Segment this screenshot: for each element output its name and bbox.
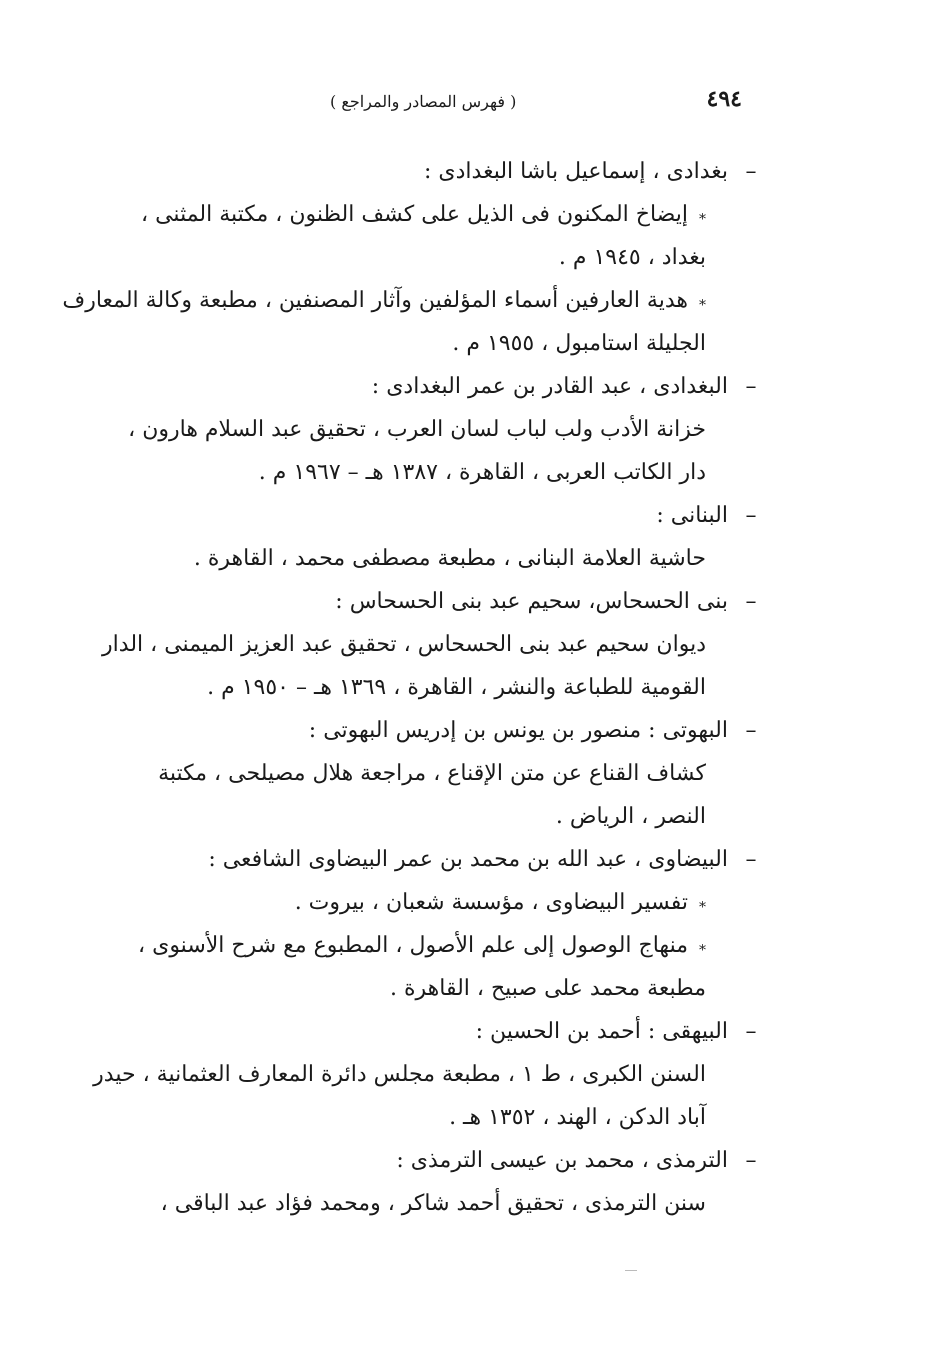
entry-heading-text: بنى الحسحاس، سحيم عبد بنى الحسحاس : — [335, 589, 728, 614]
entry-heading — [112, 365, 762, 408]
dash-marker: – — [745, 1019, 757, 1044]
entry-line — [112, 924, 706, 967]
entry-text: إيضاخ المكنون فى الذيل على كشف الظنون ، مكتبة المثنى ، — [141, 202, 688, 227]
entry-text: كشاف القناع عن متن الإقناع ، مراجعة هلال مصيلحى ، مكتبة — [158, 761, 706, 786]
entry-line — [62, 279, 706, 322]
entry-text: سنن الترمذى ، تحقيق أحمد شاكر ، ومحمد فؤاد عبد الباقى ، — [160, 1191, 706, 1216]
dash-marker: – — [745, 1148, 757, 1173]
entry-line — [112, 236, 706, 279]
entry-line — [112, 408, 706, 451]
entry-line — [112, 967, 706, 1010]
entry-heading — [112, 580, 762, 623]
entry-heading-text: بغدادى ، إسماعيل باشا البغدادى : — [424, 159, 728, 184]
asterisk-marker: ⁎ — [699, 894, 706, 911]
asterisk-marker: ⁎ — [699, 292, 706, 309]
entry-text: بغداد ، ١٩٤٥ م . — [558, 245, 706, 270]
entry-text: دار الكاتب العربى ، القاهرة ، ١٣٨٧ هـ – ١٩٦٧ م . — [258, 460, 706, 485]
dash-marker: – — [745, 718, 757, 743]
entry-heading — [112, 150, 762, 193]
entry-heading — [112, 1139, 762, 1182]
entry-text: حاشية العلامة البنانى ، مطبعة مصطفى محمد ، القاهرة . — [193, 546, 706, 571]
entry-text: السنن الكبرى ، ط ١ ، مطبعة مجلس دائرة المعارف العثمانية ، حيدر — [93, 1062, 706, 1087]
entry-text: مطبعة محمد على صبيح ، القاهرة . — [389, 976, 706, 1001]
entry-text: النصر ، الرياض . — [555, 804, 706, 829]
entry-text: آباد الدكن ، الهند ، ١٣٥٢ هـ . — [449, 1105, 706, 1130]
entry-text: هدية العارفين أسماء المؤلفين وآثار المصنفين ، مطبعة وكالة المعارف — [62, 288, 688, 313]
running-title: ( فهرس المصادر والمراجع ) — [330, 92, 517, 111]
entry-line — [112, 451, 706, 494]
entry-text: الجليلة استامبول ، ١٩٥٥ م . — [452, 331, 706, 356]
footer-mark — [625, 1270, 637, 1271]
entry-line — [112, 752, 706, 795]
entry-heading-text: البنانى : — [656, 503, 728, 528]
entry-line — [112, 1096, 706, 1139]
entry-line — [112, 795, 706, 838]
bibliography-list — [62, 150, 762, 1225]
dash-marker: – — [745, 159, 757, 184]
entry-heading — [112, 494, 762, 537]
entry-line — [102, 623, 706, 666]
entry-line — [93, 1053, 706, 1096]
entry-heading-text: الترمذى ، محمد بن عيسى الترمذى : — [396, 1148, 728, 1173]
entry-text: ديوان سحيم عبد بنى الحسحاس ، تحقيق عبد العزيز الميمنى ، الدار — [102, 632, 706, 657]
page-number: ٤٩٤ — [706, 86, 742, 112]
entry-heading-text: البغدادى ، عبد القادر بن عمر البغدادى : — [371, 374, 728, 399]
entry-line — [112, 193, 706, 236]
dash-marker: – — [745, 503, 757, 528]
entry-heading — [112, 1010, 762, 1053]
entry-heading — [112, 709, 762, 752]
entry-heading-text: البهوتى : منصور بن يونس بن إدريس البهوتى : — [308, 718, 728, 743]
dash-marker: – — [745, 847, 757, 872]
dash-marker: – — [745, 589, 757, 614]
entry-text: تفسير البيضاوى ، مؤسسة شعبان ، بيروت . — [294, 890, 688, 915]
entry-line — [112, 666, 706, 709]
page-header — [330, 86, 742, 116]
entry-line — [112, 537, 706, 580]
asterisk-marker: ⁎ — [699, 206, 706, 223]
entry-line — [112, 322, 706, 365]
entry-line — [112, 881, 706, 924]
entry-text: منهاج الوصول إلى علم الأصول ، المطبوع مع شرح الأسنوى ، — [138, 933, 688, 958]
entry-heading-text: البيهقى : أحمد بن الحسين : — [475, 1019, 728, 1044]
entry-line — [112, 1182, 706, 1225]
entry-text: القومية للطباعة والنشر ، القاهرة ، ١٣٦٩ هـ – ١٩٥٠ م . — [207, 675, 706, 700]
dash-marker: – — [745, 374, 757, 399]
asterisk-marker: ⁎ — [699, 937, 706, 954]
entry-heading — [112, 838, 762, 881]
entry-text: خزانة الأدب ولب لباب لسان العرب ، تحقيق عبد السلام هارون ، — [128, 417, 706, 442]
entry-heading-text: البيضاوى ، عبد الله بن محمد بن عمر البيضاوى الشافعى : — [208, 847, 728, 872]
